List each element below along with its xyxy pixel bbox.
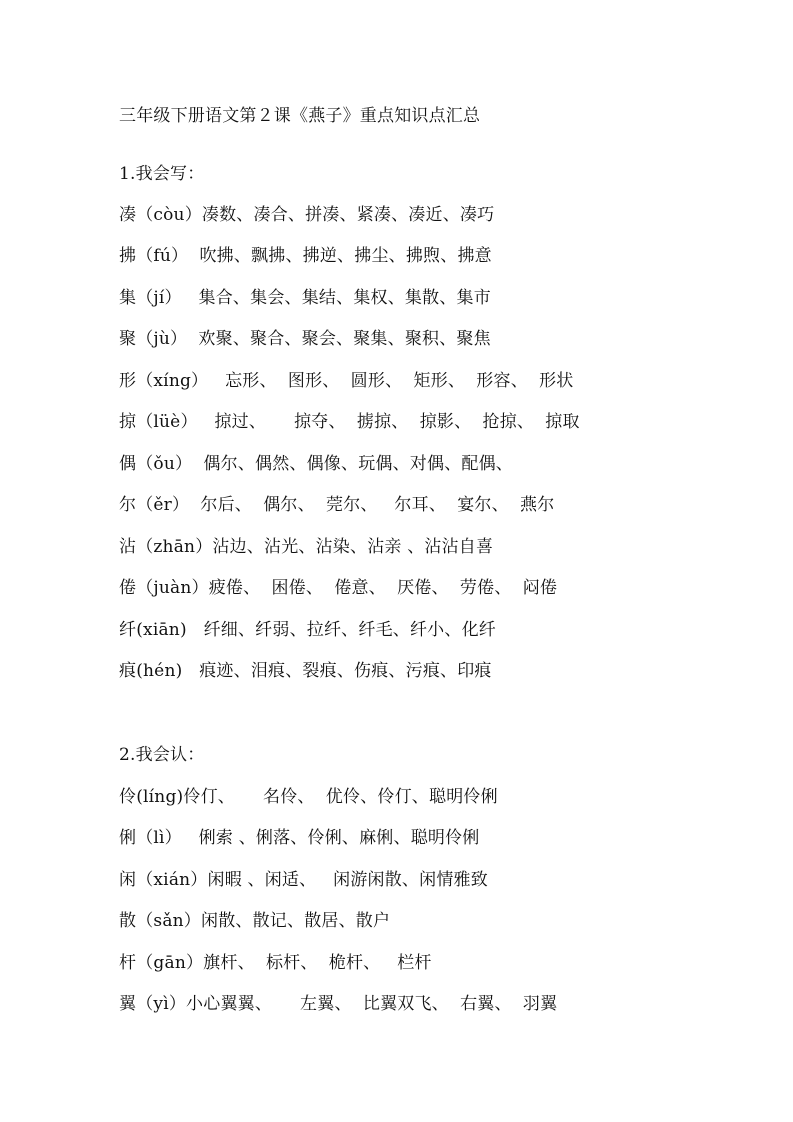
write-line-4: 聚（jù） 欢聚、聚合、聚会、聚集、聚积、聚焦 bbox=[119, 329, 491, 349]
write-line-10: 倦（juàn）疲倦、 困倦、 倦意、 厌倦、 劳倦、 闷倦 bbox=[119, 578, 558, 598]
write-line-8: 尔（ěr） 尔后、 偶尔、 莞尔、 尔耳、 宴尔、 燕尔 bbox=[119, 495, 555, 515]
recognize-line-1: 伶(líng)伶仃、 名伶、 优伶、伶仃、聪明伶俐 bbox=[119, 787, 498, 807]
recognize-line-6: 翼（yì）小心翼翼、 左翼、 比翼双飞、 右翼、 羽翼 bbox=[119, 994, 558, 1014]
recognize-line-5: 杆（gān）旗杆、 标杆、 桅杆、 栏杆 bbox=[119, 953, 432, 973]
write-line-5: 形（xíng） 忘形、 图形、 圆形、 矩形、 形容、 形状 bbox=[119, 371, 574, 391]
write-line-7: 偶（ǒu） 偶尔、偶然、偶像、玩偶、对偶、配偶、 bbox=[119, 454, 513, 474]
recognize-line-2: 俐（lì） 俐索 、俐落、伶俐、麻俐、聪明伶俐 bbox=[119, 828, 480, 848]
write-line-9: 沾（zhān）沾边、沾光、沾染、沾亲 、沾沾自喜 bbox=[119, 537, 494, 557]
recognize-line-4: 散（sǎn）闲散、散记、散居、散户 bbox=[119, 911, 391, 931]
write-line-2: 拂（fú） 吹拂、飘拂、拂逆、拂尘、拂煦、拂意 bbox=[119, 246, 492, 266]
section-2-heading: 2.我会认： bbox=[119, 745, 205, 765]
write-line-12: 痕(hén) 痕迹、泪痕、裂痕、伤痕、污痕、印痕 bbox=[119, 661, 492, 681]
recognize-line-3: 闲（xián）闲暇 、闲适、 闲游闲散、闲情雅致 bbox=[119, 870, 488, 890]
write-line-1: 凑（còu）凑数、凑合、拼凑、紧凑、凑近、凑巧 bbox=[119, 205, 495, 225]
write-line-3: 集（jí） 集合、集会、集结、集权、集散、集市 bbox=[119, 288, 491, 308]
write-line-11: 纤(xiān) 纤细、纤弱、拉纤、纤毛、纤小、化纤 bbox=[119, 620, 496, 640]
section-1-heading: 1.我会写： bbox=[119, 164, 205, 184]
document-title: 三年级下册语文第２课《燕子》重点知识点汇总 bbox=[119, 106, 481, 126]
write-line-6: 掠（lüè） 掠过、 掠夺、 掳掠、 掠影、 抢掠、 掠取 bbox=[119, 412, 580, 432]
